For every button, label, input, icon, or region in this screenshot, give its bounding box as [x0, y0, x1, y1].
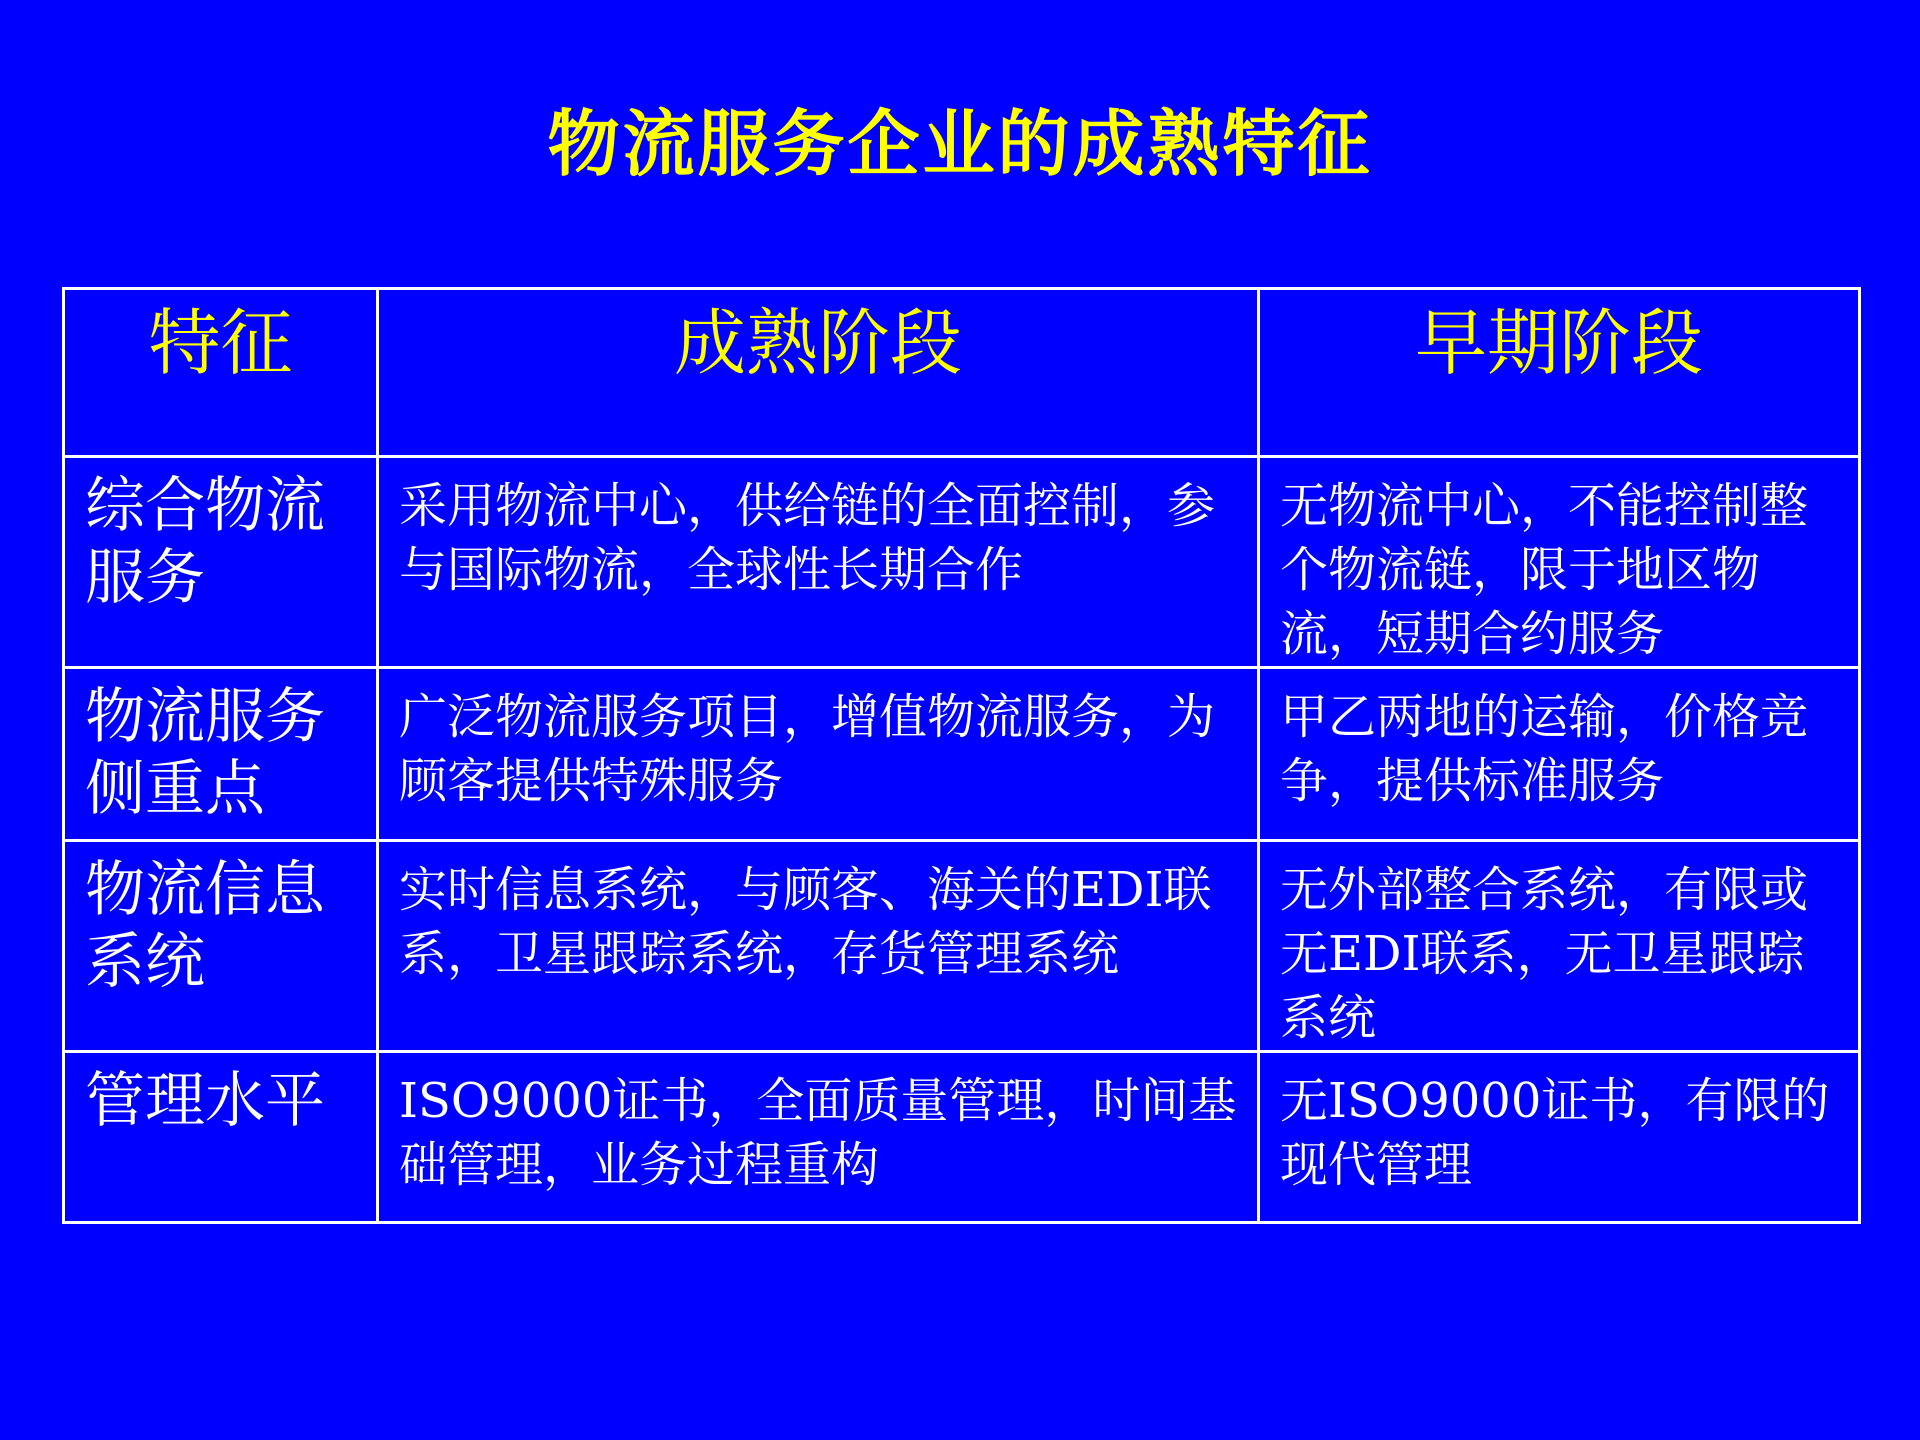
feature-cell: 物流信息系统 [64, 841, 378, 1052]
comparison-table [62, 287, 1861, 1224]
slide-title: 物流服务企业的成熟特征 [547, 101, 1373, 186]
comparison-table-container [62, 287, 1858, 1224]
feature-cell: 物流服务侧重点 [64, 668, 378, 841]
feature-cell: 综合物流服务 [64, 457, 378, 668]
table-header-row [64, 289, 1860, 457]
mature-cell: 采用物流中心，供给链的全面控制，参与国际物流，全球性长期合作 [378, 457, 1259, 668]
feature-cell: 管理水平 [64, 1052, 378, 1223]
mature-cell: 实时信息系统，与顾客、海关的EDI联系，卫星跟踪系统，存货管理系统 [378, 841, 1259, 1052]
table-row [64, 1052, 1860, 1223]
table-row [64, 668, 1860, 841]
header-feature: 特征 [64, 289, 378, 457]
early-cell: 无物流中心，不能控制整个物流链，限于地区物流，短期合约服务 [1259, 457, 1860, 668]
early-cell: 无ISO9000证书，有限的现代管理 [1259, 1052, 1860, 1223]
early-cell: 甲乙两地的运输，价格竞争，提供标准服务 [1259, 668, 1860, 841]
table-row [64, 841, 1860, 1052]
header-early-stage: 早期阶段 [1259, 289, 1860, 457]
table-row [64, 457, 1860, 668]
header-mature-stage: 成熟阶段 [378, 289, 1259, 457]
mature-cell: ISO9000证书，全面质量管理，时间基础管理，业务过程重构 [378, 1052, 1259, 1223]
mature-cell: 广泛物流服务项目，增值物流服务，为顾客提供特殊服务 [378, 668, 1259, 841]
early-cell: 无外部整合系统，有限或无EDI联系，无卫星跟踪系统 [1259, 841, 1860, 1052]
